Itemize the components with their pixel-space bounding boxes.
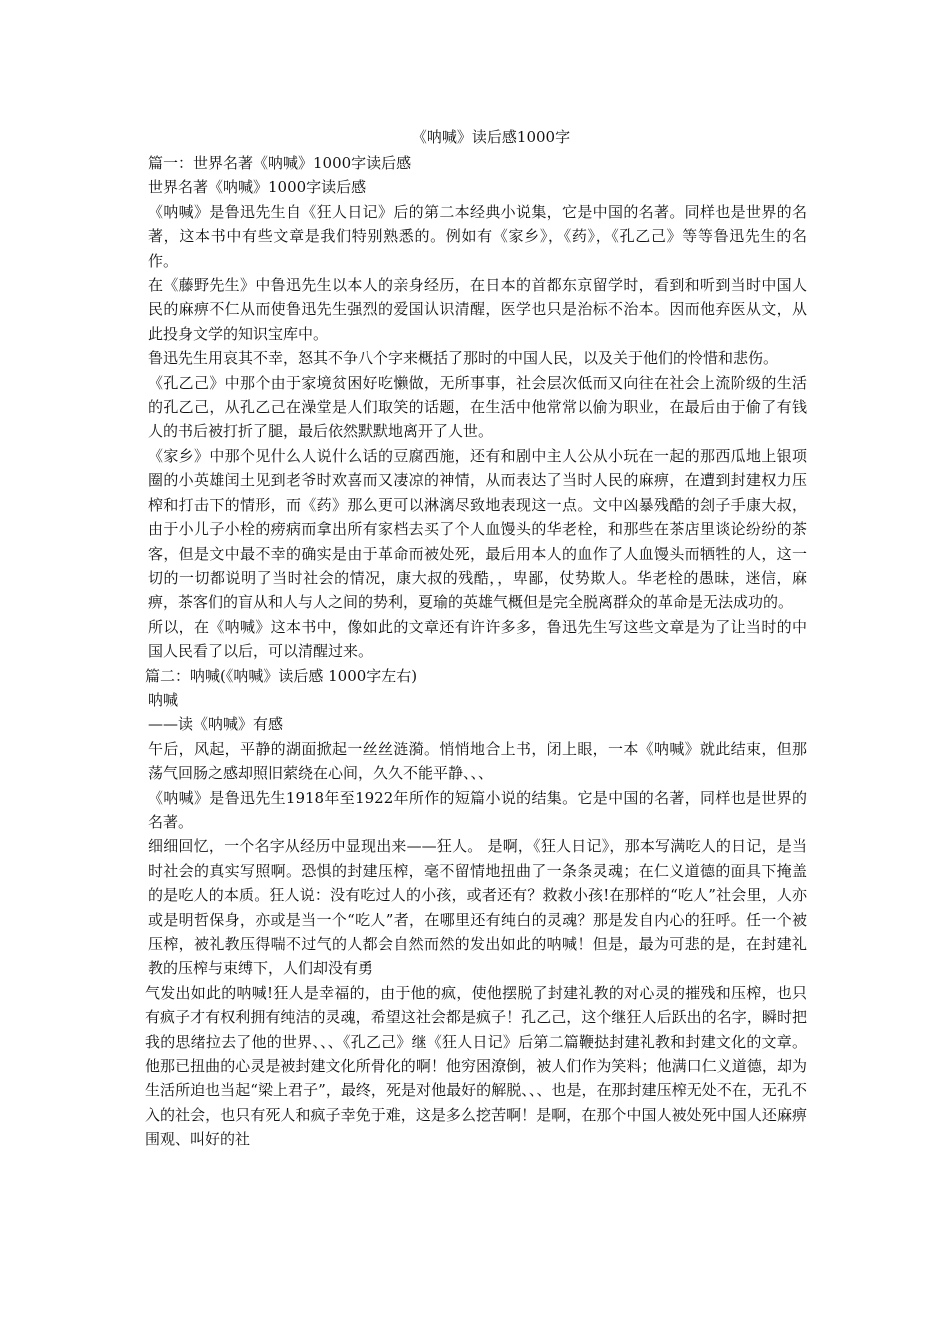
section-one-heading: 篇一：世界名著《呐喊》1000字读后感: [148, 154, 412, 172]
paragraph: 《家乡》中那个见什么人说什么话的豆腐西施，还有和剧中主人公从小玩在一起的那西瓜地上银项圈的小英雄闰土见到老爷时欢喜而又凄凉的神情，从而表达了当时人民的麻痹，在遭到封建权力压榨和打击下的情形，而《药》那么更可以淋漓尽致地表现这一点。文中凶暴残酷的刽子手康大叔，由于小儿子小栓的痨病而拿出所有家档去买了个人血馒头的华老栓，和那些在茶店里谈论纷纷的茶客，但是文中最不幸的确实是由于革命而被处死，最后用本人的血作了人血馒头而牺牲的人，这一切的一切都说明了当时社会的情况，康大叔的残酷，，卑鄙，仗势欺人。华老栓的愚昧，迷信，麻痹，茶客们的盲从和人与人之间的势利，夏瑜的英雄气概但是完全脱离群众的革命是无法成功的。: [148, 446, 807, 612]
section-two-heading: 篇二：呐喊(《呐喊》读后感 1000字左右): [145, 666, 418, 685]
paragraph: 午后，风起，平静的湖面掀起一丝丝涟漪。悄悄地合上书，闭上眼，一本《呐喊》就此结束，但那荡气回肠之感却照旧萦绕在心间，久久不能平静、、、: [148, 739, 807, 783]
document-page: [145, 125, 807, 1152]
paragraph: 《呐喊》是鲁迅先生1918年至1922年所作的短篇小说的结集。它是中国的名著，同样也是世界的名著。: [148, 788, 807, 831]
document-title: 《呐喊》读后感1000字: [411, 128, 571, 146]
paragraph: 气发出如此的呐喊!狂人是幸福的，由于他的疯，使他摆脱了封建礼教的对心灵的摧残和压榨，也只有疯子才有权利拥有纯洁的灵魂，希望这社会都是疯子！孔乙己，这个继狂人后跃出的名字，瞬时把我的思绪拉去了他的世界、、、《孔乙己》继《狂人日记》后第二篇鞭挞封建礼教和封建文化的文章。他那已扭曲的心灵是被封建文化所骨化的啊！他穷困潦倒，被人们作为笑料；他满口仁义道德，却为生活所迫也当起“梁上君子”，最终，死是对他最好的解脱、、、也是，在那封建压榨无处不在，无孔不入的社会，也只有死人和疯子幸免于难，这是多么挖苦啊！是啊，在那个中国人被处死中国人还麻痹围观、叫好的社: [145, 983, 807, 1149]
paragraph: 在《藤野先生》中鲁迅先生以本人的亲身经历，在日本的首都东京留学时，看到和听到当时中国人民的麻痹不仁从而使鲁迅先生强烈的爱国认识清醒，医学也只是治标不治本。因而他弃医从文，从此投身文学的知识宝库中。: [148, 276, 807, 343]
paragraph: 鲁迅先生用哀其不幸，怒其不争八个字来概括了那时的中国人民，以及关于他们的怜惜和悲伤。: [148, 349, 779, 368]
paragraph: 《孔乙己》中那个由于家境贫困好吃懒做，无所事事，社会层次低而又向往在社会上流阶级的生活的孔乙己，从孔乙己在澡堂是人们取笑的话题，在生活中他常常以偷为职业，在最后由于偷了有钱人的书后被打折了腿，最后依然默默地离开了人世。: [148, 373, 807, 441]
section-two-title: 呐喊: [148, 690, 179, 709]
paragraph: 细细回忆，一个名字从经历中显现出来——狂人。 是啊，《狂人日记》，那本写满吃人的日记，是当时社会的真实写照啊。恐惧的封建压榨，毫不留情地扭曲了一条条灵魂；在仁义道德的面具下掩盖的是吃人的本质。狂人说：没有吃过人的小孩，或者还有？救救小孩!在那样的“吃人”社会里，人亦或是明哲保身，亦或是当一个“吃人”者，在哪里还有纯白的灵魂？那是发自内心的狂呼。任一个被压榨，被礼教压得喘不过气的人都会自然而然的发出如此的呐喊！但是，最为可悲的是，在封建礼教的压榨与束缚下，人们却没有勇: [148, 837, 807, 978]
paragraph: 所以，在《呐喊》这本书中，像如此的文章还有许许多多，鲁迅先生写这些文章是为了让当时的中国人民看了以后，可以清醒过来。: [148, 617, 807, 661]
section-one-subtitle: 世界名著《呐喊》1000字读后感: [148, 178, 367, 197]
section-two-subtitle: ——读《呐喊》有感: [148, 715, 284, 734]
paragraph: 《呐喊》是鲁迅先生自《狂人日记》后的第二本经典小说集，它是中国的名著。同样也是世界的名著，这本书中有些文章是我们特别熟悉的。例如有《家乡》，《药》，《孔乙己》等等鲁迅先生的名作。: [148, 202, 807, 270]
